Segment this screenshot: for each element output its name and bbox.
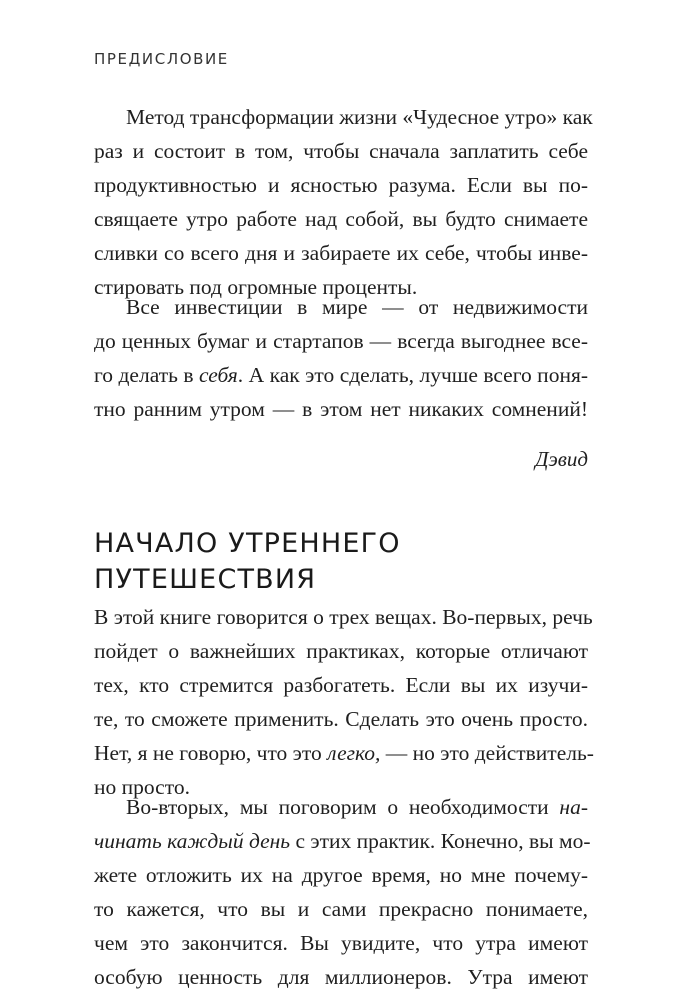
emphasis: чинать каждый день [94, 829, 291, 853]
paragraph-line: тех, кто стремится разбогатеть. Если вы их изучи- [94, 673, 588, 697]
paragraph-line [94, 361, 588, 389]
text-run: Нет, я не говорю, что это [94, 741, 328, 765]
paragraph-line: раз и состоит в том, чтобы сначала заплатить себе [94, 139, 588, 163]
paragraph-line: чем это закончится. Вы увидите, что утра имеют [94, 931, 588, 955]
paragraph-line: свящаете утро работе над собой, вы будто снимаете [94, 207, 588, 231]
text-run: Во-вторых, мы поговорим о необходимости [126, 795, 560, 819]
text-run: — но это действитель- [380, 741, 594, 765]
paragraph-line [126, 793, 588, 821]
emphasis: легко, [327, 741, 381, 765]
paragraph-line: стировать под огромные проценты. [94, 275, 418, 299]
paragraph-line: те, то сможете применить. Сделать это очень просто. [94, 707, 588, 731]
paragraph-line: Все инвестиции в мире — от недвижимости [126, 295, 588, 319]
paragraph-line: особую ценность для миллионеров. Утра имеют [94, 965, 588, 989]
paragraph-line: пойдет о важнейших практиках, которые отличают [94, 639, 588, 663]
running-head: ПРЕДИСЛОВИЕ [94, 50, 229, 68]
text-run: . А как это сделать, лучше всего поня- [237, 363, 588, 387]
paragraph-line: сливки со всего дня и забираете их себе, чтобы инве- [94, 241, 588, 265]
paragraph-line: Метод трансформации жизни «Чудесное утро» как [126, 105, 593, 129]
paragraph-line: то кажется, что вы и сами прекрасно понимаете, [94, 897, 588, 921]
paragraph-line: В этой книге говорится о трех вещах. Во-первых, речь [94, 605, 593, 629]
section-heading-line-2: ПУТЕШЕСТВИЯ [94, 564, 317, 595]
paragraph-line: тно ранним утром — в этом нет никаких сомнений! [94, 397, 588, 421]
paragraph-line [94, 739, 594, 767]
paragraph-line: но просто. [94, 775, 190, 799]
section-heading-line-1: НАЧАЛО УТРЕННЕГО [94, 528, 401, 559]
emphasis: себя [198, 363, 238, 387]
paragraph-line: жете отложить их на другое время, но мне почему- [94, 863, 588, 887]
text-run: с этих практик. Конечно, вы мо- [290, 829, 591, 853]
paragraph-line: до ценных бумаг и стартапов — всегда выгоднее все- [94, 329, 588, 353]
signature: Дэвид [535, 447, 588, 471]
paragraph-line: продуктивностью и ясностью разума. Если вы по- [94, 173, 588, 197]
emphasis: на- [559, 795, 588, 819]
paragraph-line [94, 827, 591, 855]
text-run: го делать в [94, 363, 199, 387]
